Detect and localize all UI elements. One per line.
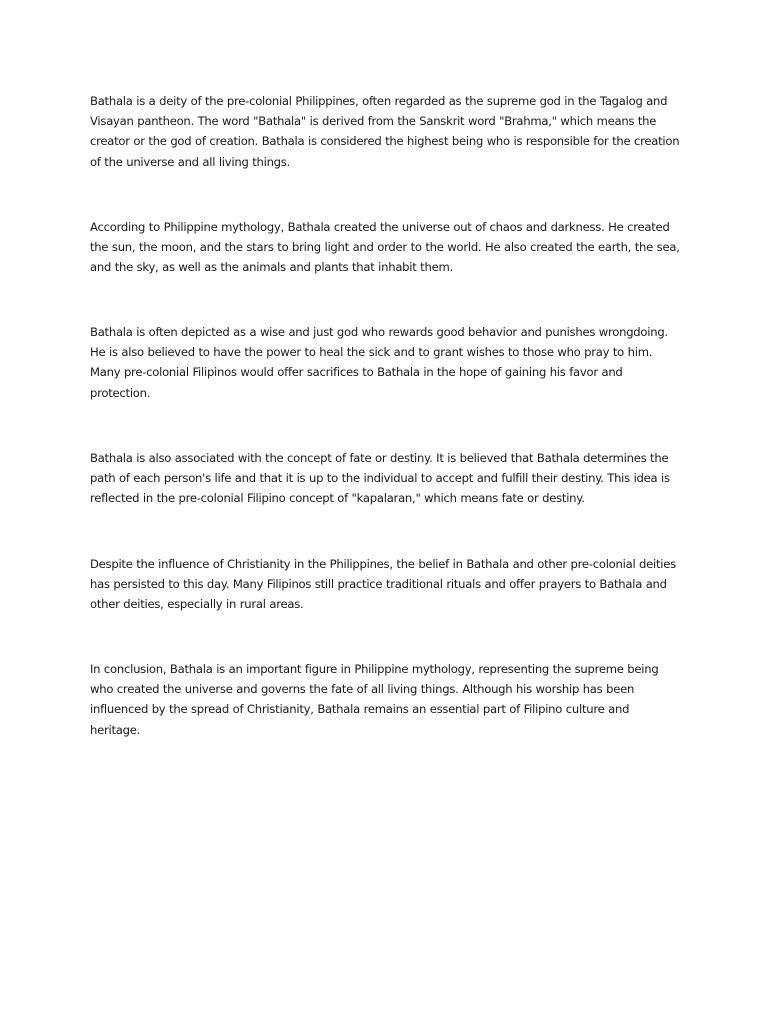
- paragraph-persistence: Despite the influence of Christianity in the Philippines, the belief in Bathala and other pre-colonial deities has persisted to this day. Many Filipinos still practice traditional rituals and offer prayers to Bathala and other deities, especially in rural areas.: [90, 557, 676, 612]
- paragraph-depiction: Bathala is often depicted as a wise and just god who rewards good behavior and punishes wrongdoing. He is also believed to have the power to heal the sick and to grant wishes to those who pray to him. Many pre-colonial Filipinos would offer sacrifices to Bathala in the hope of gaining his favor and protection.: [90, 325, 668, 400]
- paragraph-conclusion: In conclusion, Bathala is an important figure in Philippine mythology, representing the supreme being who created the universe and governs the fate of all living things. Although his worship has been influenced by the spread of Christianity, Bathala remains an essential part of Filipino culture and heritage.: [90, 662, 659, 737]
- paragraph-intro: Bathala is a deity of the pre-colonial Philippines, often regarded as the supreme god in the Tagalog and Visayan pantheon. The word "Bathala" is derived from the Sanskrit word "Brahma," which means the creator or the god of creation. Bathala is considered the highest being who is responsible for the creation of the universe and all living things.: [90, 94, 680, 169]
- paragraph-creation: According to Philippine mythology, Bathala created the universe out of chaos and darkness. He created the sun, the moon, and the stars to bring light and order to the world. He also created the earth, the sea, and the sky, as well as the animals and plants that inhabit them.: [90, 220, 680, 275]
- paragraph-fate: Bathala is also associated with the concept of fate or destiny. It is believed that Bathala determines the path of each person's life and that it is up to the individual to accept and fulfill their destiny. This idea is reflected in the pre-colonial Filipino concept of "kapalaran," which means fate or destiny.: [90, 451, 670, 506]
